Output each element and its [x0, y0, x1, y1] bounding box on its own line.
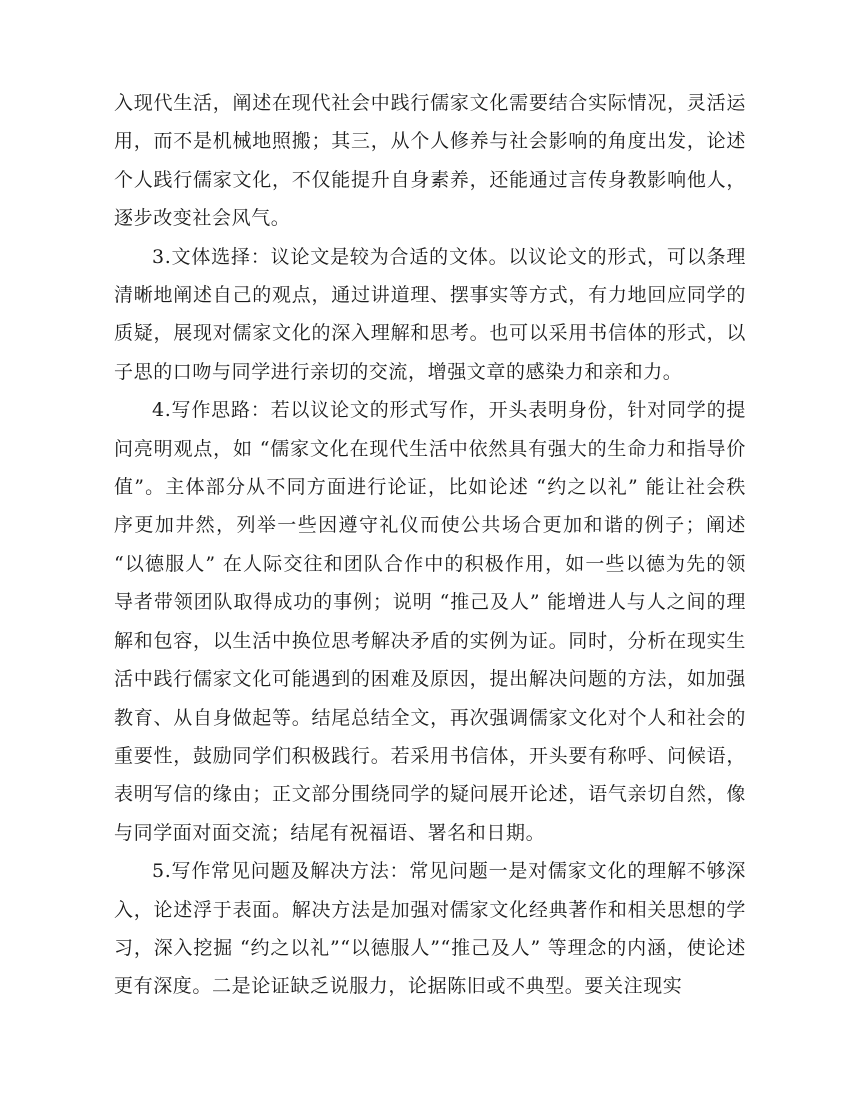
paragraph-writing-approach: 4.写作思路：若以议论文的形式写作，开头表明身份，针对同学的提问亮明观点，如 “儒家文化在现代生活中依然具有强大的生命力和指导价值”。主体部分从不同方面进行论证，比如论述 “约之以礼” 能让社会秩序更加井然，列举一些因遵守礼仪而使公共场合更加和谐的例子；阐述 “以德服人” 在人际交往和团队合作中的积极作用，如一些以德为先的领导者带领团队取得成功的事例；说明 “推己及人” 能增进人与人之间的理解和包容，以生活中换位思考解决矛盾的实例为证。同时，分析在现实生活中践行儒家文化可能遇到的困难及原因，提出解决问题的方法，如加强教育、从自身做起等。结尾总结全文，再次强调儒家文化对个人和社会的重要性，鼓励同学们积极践行。若采用书信体，开头要有称呼、问候语，表明写信的缘由；正文部分围绕同学的疑问展开论述，语气亲切自然，像与同学面对面交流；结尾有祝福语、署名和日期。	[114, 399, 746, 844]
paragraph-genre-choice: 3.文体选择：议论文是较为合适的文体。以议论文的形式，可以条理清晰地阐述自己的观点，通过讲道理、摆事实等方式，有力地回应同学的质疑，展现对儒家文化的深入理解和思考。也可以采用书信体的形式，以子思的口吻与同学进行亲切的交流，增强文章的感染力和亲和力。	[114, 245, 746, 383]
paragraph-continuation: 入现代生活，阐述在现代社会中践行儒家文化需要结合实际情况，灵活运用，而不是机械地照搬；其三，从个人修养与社会影响的角度出发，论述个人践行儒家文化，不仅能提升自身素养，还能通过言传身教影响他人，逐步改变社会风气。	[114, 92, 746, 230]
paragraph-common-problems: 5.写作常见问题及解决方法：常见问题一是对儒家文化的理解不够深入，论述浮于表面。解决方法是加强对儒家文化经典著作和相关思想的学习，深入挖掘 “约之以礼”“以德服人”“推己及人” 等理念的内涵，使论述更有深度。二是论证缺乏说服力，论据陈旧或不典型。要关注现实	[114, 860, 746, 998]
document-body	[114, 84, 746, 1006]
